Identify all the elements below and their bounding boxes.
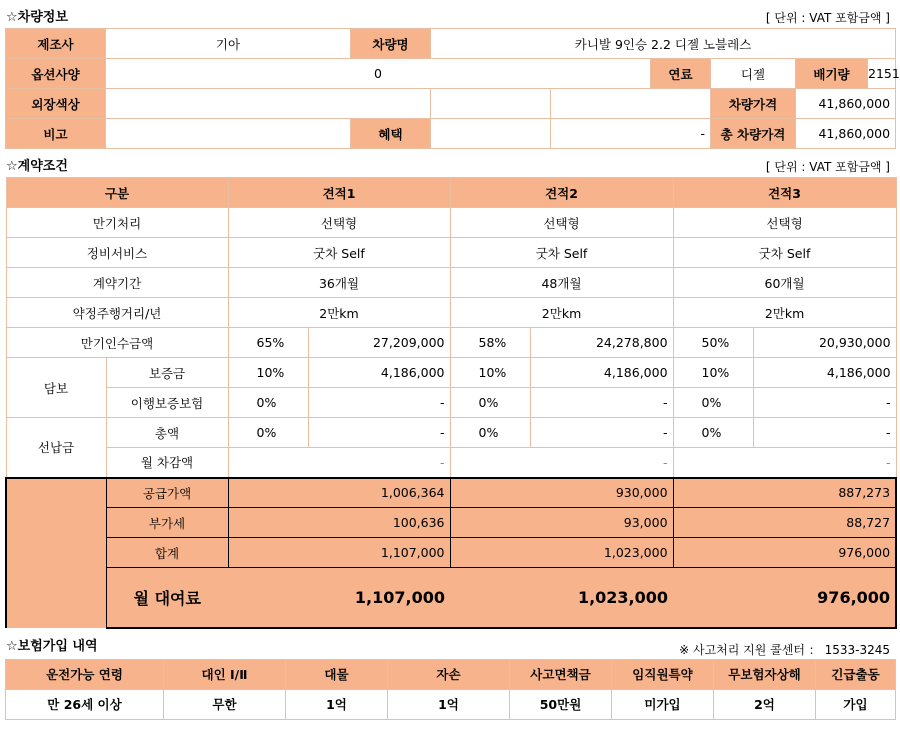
ins-value-bodily: 무한	[164, 689, 286, 719]
quote-2-header: 견적2	[450, 178, 673, 208]
contract-section-title: ☆계약조건	[6, 159, 68, 174]
ext-color-value	[106, 89, 431, 119]
vehicle-info-table	[5, 28, 900, 149]
mileage-label: 약정주행거리/년	[6, 298, 228, 328]
vat-label: 부가세	[106, 508, 228, 538]
service-label: 정비서비스	[6, 238, 228, 268]
vat-1: 100,636	[228, 508, 450, 538]
int-color-value	[551, 89, 711, 119]
monthly-label: 월 대여료	[106, 568, 228, 628]
guarantee-label: 이행보증보험	[106, 388, 228, 418]
residual-amt-2: 24,278,800	[530, 328, 673, 358]
ins-header-uninsured: 무보험자상해	[714, 659, 816, 689]
monthly-3: 976,000	[673, 568, 896, 628]
remark-value	[106, 119, 351, 149]
prepay-total-label: 총액	[106, 418, 228, 448]
ins-value-deductible: 50만원	[510, 689, 612, 719]
int-color-cell	[431, 89, 551, 119]
supply-label: 공급가액	[106, 478, 228, 508]
insurance-section-title: ☆보험가입 내역	[6, 638, 98, 654]
collateral-label: 담보	[6, 358, 106, 418]
supply-2: 930,000	[450, 478, 673, 508]
supply-3: 887,273	[673, 478, 896, 508]
deposit-amt-2: 4,186,000	[530, 358, 673, 388]
deposit-pct-1: 10%	[228, 358, 308, 388]
ins-header-age: 운전가능 연령	[6, 659, 164, 689]
deposit-amt-1: 4,186,000	[308, 358, 450, 388]
mileage-1: 2만km	[228, 298, 450, 328]
service-1: 굿차 Self	[228, 238, 450, 268]
guarantee-amt-2: -	[530, 388, 673, 418]
remark-label: 비고	[6, 119, 106, 149]
ins-header-self: 자손	[388, 659, 510, 689]
col-label: 구분	[6, 178, 228, 208]
total-value: 41,860,000	[796, 119, 896, 149]
benefit-blank	[431, 119, 551, 149]
vehicle-section-title: ☆차량정보	[6, 10, 68, 25]
fuel-label: 연료	[651, 59, 711, 89]
option-label: 옵션사양	[6, 59, 106, 89]
ins-value-property: 1억	[286, 689, 388, 719]
deposit-pct-3: 10%	[673, 358, 753, 388]
ins-header-emergency: 긴급출동	[816, 659, 896, 689]
fuel-value: 디젤	[711, 59, 796, 89]
prepay-pct-3: 0%	[673, 418, 753, 448]
displacement-value: 2151	[868, 66, 900, 81]
period-1: 36개월	[228, 268, 450, 298]
service-3: 굿차 Self	[673, 238, 896, 268]
residual-pct-3: 50%	[673, 328, 753, 358]
ins-value-self: 1억	[388, 689, 510, 719]
maturity-2: 선택형	[450, 208, 673, 238]
prepay-label: 선납금	[6, 418, 106, 478]
subtotal-2: 1,023,000	[450, 538, 673, 568]
ins-value-employee: 미가입	[612, 689, 714, 719]
quote-1-header: 견적1	[228, 178, 450, 208]
prepay-amt-3: -	[753, 418, 896, 448]
vehicle-unit-note: [ 단위 : VAT 포함금액 ]	[765, 11, 890, 25]
model-label: 차량명	[351, 29, 431, 59]
period-3: 60개월	[673, 268, 896, 298]
maturity-1: 선택형	[228, 208, 450, 238]
displacement-label: 배기량	[796, 59, 868, 88]
benefit-value: -	[551, 119, 711, 149]
maker-value: 기아	[106, 29, 351, 59]
residual-pct-1: 65%	[228, 328, 308, 358]
guarantee-pct-2: 0%	[450, 388, 530, 418]
ins-header-employee: 임직원특약	[612, 659, 714, 689]
residual-amt-1: 27,209,000	[308, 328, 450, 358]
displacement-cell	[796, 59, 900, 89]
ins-value-emergency: 가입	[816, 689, 896, 719]
prepay-amt-1: -	[308, 418, 450, 448]
prepay-amt-2: -	[530, 418, 673, 448]
contract-table	[5, 177, 897, 629]
prepay-pct-1: 0%	[228, 418, 308, 448]
insurance-table	[5, 659, 896, 720]
vat-2: 93,000	[450, 508, 673, 538]
monthly-deduct-3: -	[673, 448, 896, 478]
ins-value-uninsured: 2억	[714, 689, 816, 719]
maturity-3: 선택형	[673, 208, 896, 238]
vehicle-section-header	[0, 0, 900, 28]
ins-header-deductible: 사고면책금	[510, 659, 612, 689]
residual-amt-3: 20,930,000	[753, 328, 896, 358]
subtotal-3: 976,000	[673, 538, 896, 568]
period-2: 48개월	[450, 268, 673, 298]
ins-header-property: 대물	[286, 659, 388, 689]
subtotal-1: 1,107,000	[228, 538, 450, 568]
contract-section-header	[0, 149, 900, 177]
contract-unit-note: [ 단위 : VAT 포함금액 ]	[765, 160, 890, 174]
ins-value-age: 만 26세 이상	[6, 689, 164, 719]
prepay-pct-2: 0%	[450, 418, 530, 448]
guarantee-pct-3: 0%	[673, 388, 753, 418]
vat-3: 88,727	[673, 508, 896, 538]
mileage-3: 2만km	[673, 298, 896, 328]
option-value: 0	[106, 59, 651, 89]
mileage-2: 2만km	[450, 298, 673, 328]
model-value: 카니발 9인승 2.2 디젤 노블레스	[431, 29, 896, 59]
monthly-deduct-1: -	[228, 448, 450, 478]
ins-header-bodily: 대인 Ⅰ/Ⅱ	[164, 659, 286, 689]
monthly-2: 1,023,000	[450, 568, 673, 628]
residual-label: 만기인수금액	[6, 328, 228, 358]
ext-color-label: 외장색상	[6, 89, 106, 119]
quote-3-header: 견적3	[673, 178, 896, 208]
residual-pct-2: 58%	[450, 328, 530, 358]
monthly-deduct-2: -	[450, 448, 673, 478]
maturity-label: 만기처리	[6, 208, 228, 238]
service-2: 굿차 Self	[450, 238, 673, 268]
price-label: 차량가격	[711, 89, 796, 119]
maker-label: 제조사	[6, 29, 106, 59]
deposit-pct-2: 10%	[450, 358, 530, 388]
subtotal-label: 합계	[106, 538, 228, 568]
guarantee-pct-1: 0%	[228, 388, 308, 418]
guarantee-amt-3: -	[753, 388, 896, 418]
total-label: 총 차량가격	[711, 119, 796, 149]
supply-1: 1,006,364	[228, 478, 450, 508]
callcenter-note: ※ 사고처리 지원 콜센터 ： 1533-3245	[679, 642, 890, 657]
deposit-amt-3: 4,186,000	[753, 358, 896, 388]
period-label: 계약기간	[6, 268, 228, 298]
benefit-label: 혜택	[351, 119, 431, 149]
guarantee-amt-1: -	[308, 388, 450, 418]
deposit-label: 보증금	[106, 358, 228, 388]
price-value: 41,860,000	[796, 89, 896, 119]
insurance-section-header	[0, 629, 900, 659]
monthly-1: 1,107,000	[228, 568, 450, 628]
monthly-deduct-label: 월 차감액	[106, 448, 228, 478]
summary-left-fill	[6, 478, 106, 628]
